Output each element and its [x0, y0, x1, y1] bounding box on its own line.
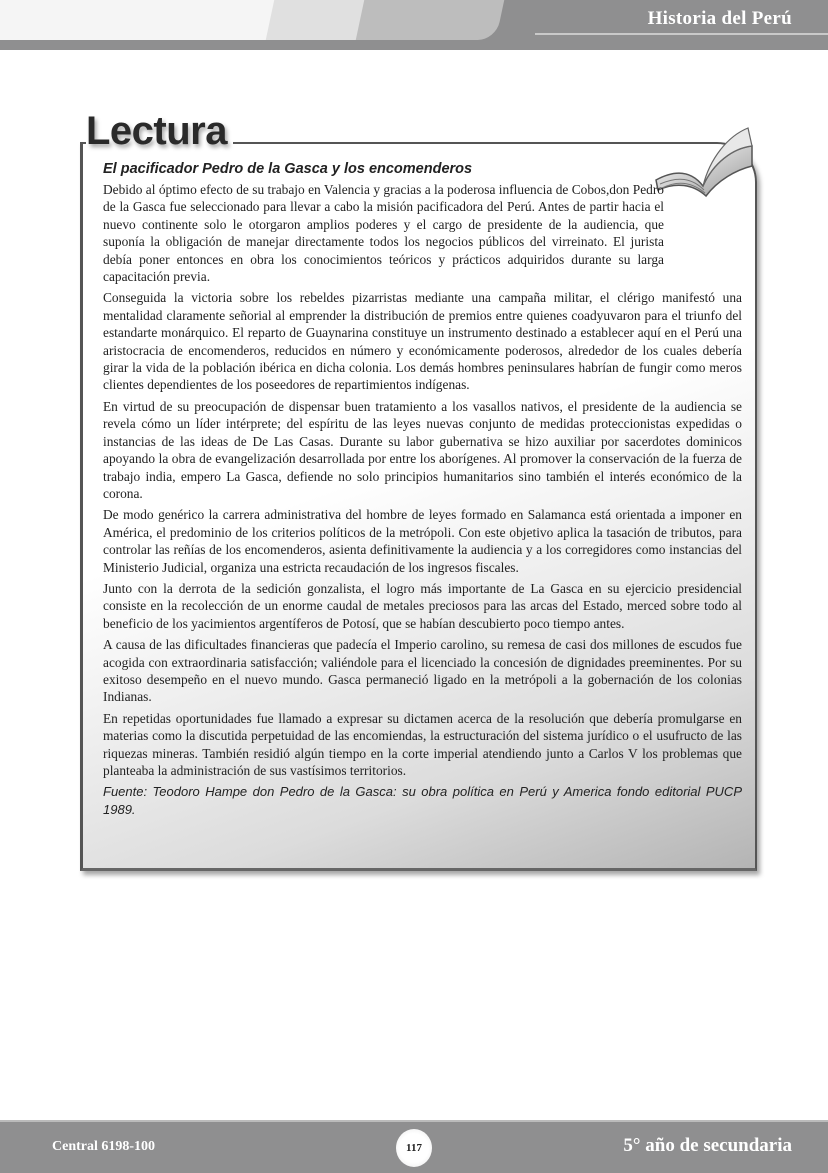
header-decoration [0, 0, 300, 40]
page-footer [0, 1120, 828, 1173]
page-number: 117 [396, 1129, 432, 1167]
header-decoration [356, 0, 505, 40]
paragraph: Debido al óptimo efecto de su trabajo en Valencia y gracias a la poderosa influencia de Cobos,don Pedro de la Gasca fue seleccionado para llevar a cabo la misión pacificadora del Perú. Antes de partir hacia el nuevo continente solo le otorgaron amplios poderes y el cargo de presidente de la audiencia, que suponía la obligación de manejar directamente todos los negocios públicos del virreinato. El jurista debía poner entonces en obra los conocimientos teóricos y prácticos adquiridos durante su larga capacitación previa. [103, 182, 664, 285]
paragraph: Conseguida la victoria sobre los rebeldes pizarristas mediante una campaña militar, el clérigo manifestó una mentalidad claramente señorial al emprender la distribución de premios entre quienes coadyuvaron para el triunfo del estandarte monárquico. El reparto de Guaynarina constituye un instrumento destinado a establecer aquí en el Perú una aristocracia de encomenderos, reducidos en número y económicamente poderosos, alrededor de los cuales debería girar la vida de la población ibérica en dicha colonia. Los demás hombres peninsulares habrían de fungir como meros clientes dependientes de los poseedores de repartimientos indígenas. [103, 290, 742, 393]
page-header [0, 0, 828, 50]
reading-content [103, 160, 742, 822]
course-title: Historia del Perú [647, 8, 792, 29]
paragraph: A causa de las dificultades financieras que padecía el Imperio carolino, su remesa de casi dos millones de escudos fue acogida con extraordinaria satisfacción; valiéndole para el licenciado la concesión de dignidades preeminentes. Por su exitoso desempeño en el nuevo mundo. Gasca permaneció ligado en la metrópoli a la gobernación de los colonias Indianas. [103, 637, 742, 705]
section-label: Lectura [86, 108, 233, 154]
paragraph: Junto con la derrota de la sedición gonzalista, el logro más importante de La Gasca en su ejercicio presidencial consiste en la recolección de un enorme caudal de metales preciosos para las arcas del Estado, merced sobre todo al beneficio de los yacimientos argentíferos de Potosí, que se habían descubierto poco tiempo antes. [103, 580, 742, 631]
paragraph: De modo genérico la carrera administrativa del hombre de leyes formado en Salamanca está orientada a imponer en América, el predominio de los criterios políticos de la metrópoli. Con este objetivo aplica la tasación de tributos, para controlar las reñías de los encomenderos, asienta definitivamente la audiencia y a los corregidores como instancias del Ministerio Judicial, organiza una estricta recaudación de los ingresos fiscales. [103, 507, 742, 575]
source-citation: Fuente: Teodoro Hampe don Pedro de la Gasca: su obra política en Perú y America fondo editorial PUCP 1989. [103, 784, 742, 817]
grade-level: 5° año de secundaria [623, 1135, 792, 1156]
paragraph: En virtud de su preocupación de dispensar buen tratamiento a los vasallos nativos, el presidente de la audiencia se revela cómo un líder intérprete; del espíritu de las leyes nuevas conjunto de medidas proteccionistas expedidas o instancias de las ideas de De Las Casas. Durante su labor gubernativa se hizo auxiliar por sacerdotes dominicos apoyando la obra de evangelización desarrollada por entre los aborígenes. Al promover la conservación de la fuerza de trabajo india, empero La Gasca, defiende no solo principios humanitarios sino también el interés económico de la corona. [103, 398, 742, 501]
phone-number: Central 6198-100 [52, 1139, 156, 1154]
reading-title: El pacificador Pedro de la Gasca y los encomenderos [103, 161, 473, 177]
paragraph: En repetidas oportunidades fue llamado a expresar su dictamen acerca de la resolución que debería promulgarse en materias como la discutida perpetuidad de las encomiendas, la estructuración del sistema jurídico o el usufructo de las riquezas mineras. También residió algún tiempo en la corte imperial atendiendo junto a Carlos V los problemas que planteaba la administración de sus vastísimos territorios. [103, 710, 742, 778]
header-rule [535, 33, 828, 35]
